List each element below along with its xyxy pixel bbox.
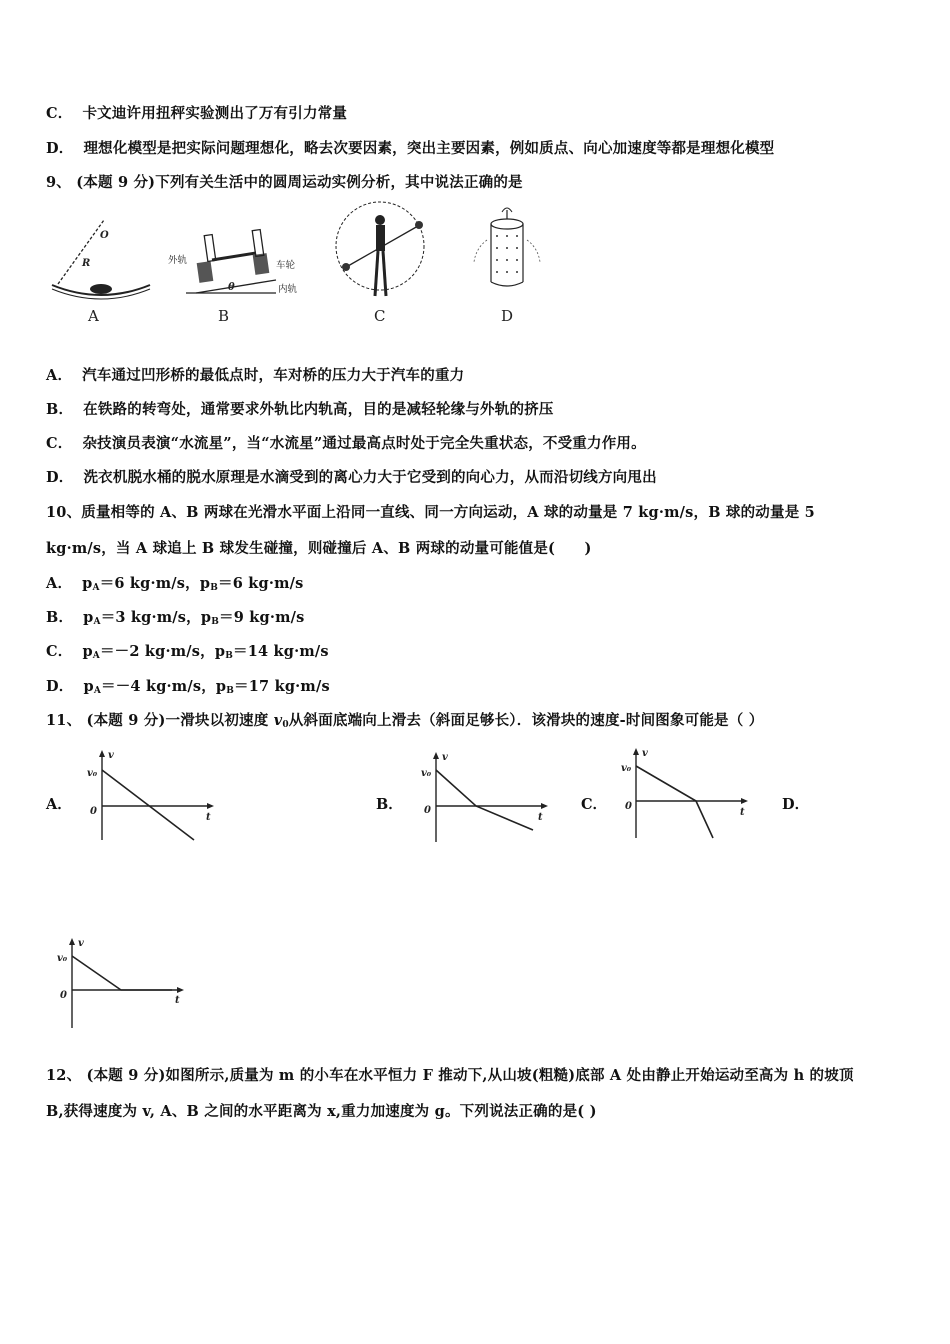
q11-graph-a xyxy=(84,748,224,844)
p-symbol: p xyxy=(82,643,93,660)
axis-v0-label: v₀ xyxy=(621,763,632,774)
option-text: 在铁路的转弯处，通常要求外轨比内轨高，目的是减轻轮缘与外轨的挤压 xyxy=(83,401,554,418)
q10-option-a xyxy=(46,572,304,593)
option-label: C． xyxy=(46,435,73,452)
axis-zero-label: 0 xyxy=(424,805,431,816)
option-label: A． xyxy=(46,575,73,592)
subscript-b: B xyxy=(210,583,219,593)
label-wheel: 车轮 xyxy=(276,260,296,271)
q10-option-b xyxy=(46,606,305,627)
option-text: 汽车通过凹形桥的最低点时，车对桥的压力大于汽车的重力 xyxy=(82,367,465,384)
option-label: B． xyxy=(46,609,74,626)
option-label: A． xyxy=(46,367,73,384)
q11-option-a-label: A． xyxy=(46,796,72,813)
label-inner-rail: 内轨 xyxy=(278,284,298,295)
p-symbol: p xyxy=(200,609,212,626)
q8-option-d xyxy=(46,137,774,158)
v0-subscript: 0 xyxy=(282,720,289,730)
q9-figure xyxy=(46,200,566,330)
axis-t-label: t xyxy=(538,812,543,823)
option-text: 杂技演员表演“水流星”，当“水流星”通过最高点时处于完全失重状态，不受重力作用。 xyxy=(82,435,646,452)
p-symbol: p xyxy=(214,643,226,660)
pb-value: ＝6 kg·m/s xyxy=(218,575,304,592)
axis-v-label: v xyxy=(78,938,84,949)
caption-a: A xyxy=(88,307,99,325)
figure-c-water-meteor xyxy=(336,202,424,325)
q9-option-a xyxy=(46,364,464,385)
figure-d-spin-dryer xyxy=(474,208,540,325)
axis-v-label: v xyxy=(108,750,114,761)
subscript-b: B xyxy=(211,617,220,627)
q10-option-d xyxy=(46,675,330,696)
subscript-b: B xyxy=(226,686,235,696)
option-label: D． xyxy=(46,678,74,695)
option-label: D． xyxy=(46,140,74,157)
q10-stem-line2: kg·m/s，当 A 球追上 B 球发生碰撞，则碰撞后 A、B 两球的动量可能值是( ) xyxy=(46,540,592,557)
q12-line2: B,获得速度为 v, A、B 之间的水平距离为 x,重力加速度为 g。下列说法正确的是( ) xyxy=(46,1103,597,1120)
q11-graph-d xyxy=(54,936,194,1032)
axis-zero-label: 0 xyxy=(60,990,67,1001)
axis-zero-label: 0 xyxy=(625,801,632,812)
option-text: 理想化模型是把实际问题理想化，略去次要因素，突出主要因素，例如质点、向心加速度等都是理想化模型 xyxy=(83,140,775,157)
v0-symbol: v xyxy=(273,712,283,729)
axis-v0-label: v₀ xyxy=(421,768,432,779)
axis-zero-label: 0 xyxy=(90,806,97,817)
option-label: B． xyxy=(46,401,74,418)
p-symbol: p xyxy=(199,575,211,592)
figure-a-concave-bridge xyxy=(52,220,150,325)
axis-t-label: t xyxy=(206,812,211,823)
q11-graph-b xyxy=(418,750,558,846)
pa-value: ＝6 kg·m/s， xyxy=(99,575,200,592)
q9-stem: 9、 (本题 9 分)下列有关生活中的圆周运动实例分析，其中说法正确的是 xyxy=(46,174,523,191)
q9-option-c xyxy=(46,432,646,453)
figure-b-railway xyxy=(168,230,298,325)
axis-v-label: v xyxy=(442,752,448,763)
option-text: 洗衣机脱水桶的脱水原理是水滴受到的离心力大于它受到的向心力，从而沿切线方向甩出 xyxy=(83,469,657,486)
q12-line1: 12、 (本题 9 分)如图所示,质量为 m 的小车在水平恒力 F 推动下,从山坡(粗糙)底部 A 处由静止开始运动至高为 h 的坡顶 xyxy=(46,1067,854,1084)
subscript-a: A xyxy=(92,583,100,593)
q11-option-d-label: D． xyxy=(782,796,810,813)
q11-option-b-label: B． xyxy=(376,796,403,813)
q10-option-c xyxy=(46,640,329,661)
label-theta: θ xyxy=(228,282,235,293)
p-symbol: p xyxy=(83,609,94,626)
subscript-b: B xyxy=(225,651,234,661)
caption-b: B xyxy=(218,307,230,325)
caption-c: C xyxy=(374,307,386,325)
caption-d: D xyxy=(501,307,514,325)
pa-value: ＝3 kg·m/s， xyxy=(100,609,201,626)
pa-value: ＝－2 kg·m/s， xyxy=(99,643,215,660)
label-outer-rail: 外轨 xyxy=(168,255,188,266)
q11-stem xyxy=(46,709,763,730)
label-r: R xyxy=(82,258,91,269)
p-symbol: p xyxy=(82,575,93,592)
subscript-a: A xyxy=(93,686,102,696)
axis-t-label: t xyxy=(175,995,180,1006)
stem-post: 从斜面底端向上滑去（斜面足够长）．该滑块的速度-时间图象可能是（ ） xyxy=(288,712,764,729)
axis-t-label: t xyxy=(740,807,745,818)
pb-value: ＝14 kg·m/s xyxy=(233,643,329,660)
pb-value: ＝9 kg·m/s xyxy=(219,609,305,626)
stem-pre: 11、 (本题 9 分)一滑块以初速度 xyxy=(46,712,274,729)
p-symbol: p xyxy=(215,678,227,695)
q11-graph-c xyxy=(618,746,758,842)
q11-option-c-label: C． xyxy=(581,796,608,813)
axis-v0-label: v₀ xyxy=(87,768,98,779)
q8-option-c xyxy=(46,102,347,123)
axis-v0-label: v₀ xyxy=(57,953,68,964)
axis-v-label: v xyxy=(642,748,648,759)
option-label: C． xyxy=(46,105,73,122)
subscript-a: A xyxy=(93,617,101,627)
pa-value: ＝－4 kg·m/s， xyxy=(101,678,216,695)
q9-option-d xyxy=(46,466,657,487)
option-label: D． xyxy=(46,469,74,486)
q10-stem-line1: 10、质量相等的 A、B 两球在光滑水平面上沿同一直线、同一方向运动，A 球的动量是 7 kg·m/s，B 球的动量是 5 xyxy=(46,504,815,521)
option-label: C． xyxy=(46,643,73,660)
subscript-a: A xyxy=(92,651,100,661)
pb-value: ＝17 kg·m/s xyxy=(234,678,330,695)
p-symbol: p xyxy=(83,678,94,695)
q9-option-b xyxy=(46,398,554,419)
label-o: O xyxy=(100,230,109,241)
option-text: 卡文迪许用扭秤实验测出了万有引力常量 xyxy=(82,105,348,122)
